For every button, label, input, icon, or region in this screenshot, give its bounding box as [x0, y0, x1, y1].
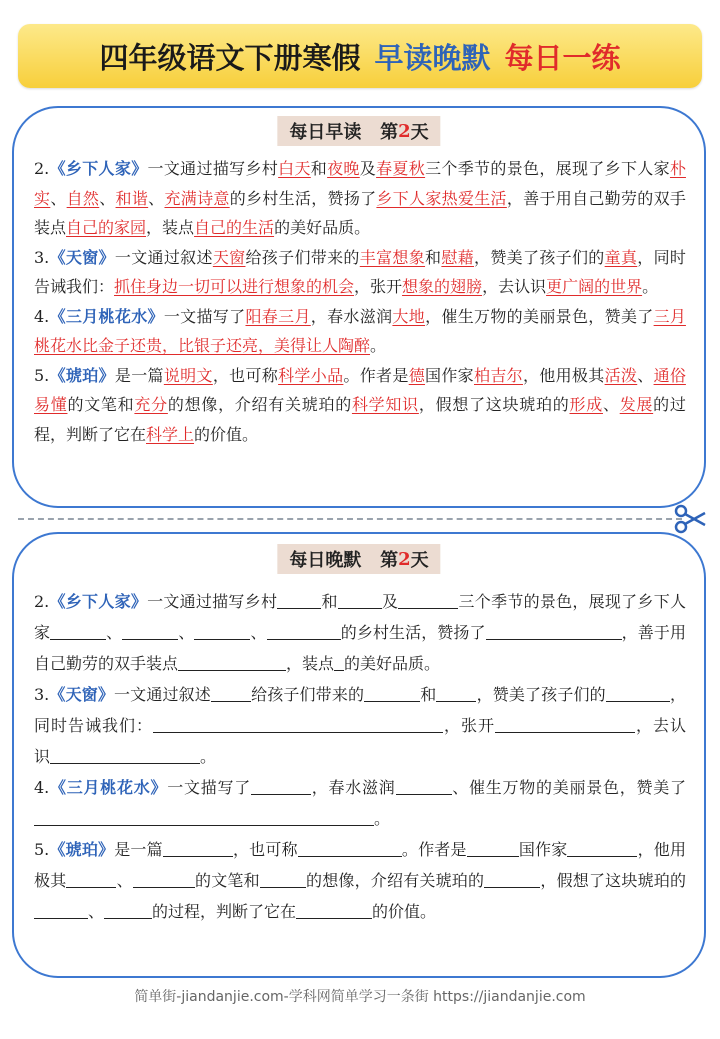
- answer-blank[interactable]: [153, 716, 443, 733]
- answer: 柏吉尔: [474, 365, 523, 385]
- text: ，春水滋润: [310, 306, 393, 326]
- answer: 乡下人家热爱生活: [376, 188, 507, 208]
- item-number: 4.: [34, 778, 50, 797]
- text: ，装点: [146, 218, 195, 237]
- answer: 朴实: [34, 159, 686, 208]
- answer-blank[interactable]: [398, 592, 458, 609]
- text: 、: [250, 623, 267, 642]
- answer: 发展: [619, 395, 654, 414]
- text: 的乡村生活，赞扬了: [340, 623, 486, 642]
- answer-blank[interactable]: [567, 840, 637, 857]
- text: 国作家: [518, 840, 568, 859]
- morning-reading-panel: [12, 106, 706, 508]
- answer: 想象的翅膀: [402, 277, 483, 296]
- book-title: 《三月桃花水》: [49, 778, 168, 797]
- answer: 天窗: [212, 247, 246, 267]
- answer-blank[interactable]: [277, 592, 321, 609]
- text: ，赞美了孩子们的: [476, 685, 606, 704]
- text: 给孩子们带来的: [245, 247, 360, 267]
- text: 一文描写了: [167, 778, 251, 797]
- answer-blank[interactable]: [50, 747, 200, 764]
- answer-blank[interactable]: [260, 871, 306, 888]
- text: 的价值。: [194, 424, 259, 444]
- morning-title-text: 每日早读: [289, 122, 362, 143]
- answer-blank[interactable]: [495, 716, 635, 733]
- evening-item-4: [34, 772, 686, 834]
- text: 一文通过叙述: [114, 247, 213, 267]
- morning-body: [34, 154, 686, 449]
- book-title: 《琥珀》: [49, 365, 115, 385]
- answer: 童真: [604, 247, 638, 267]
- answer-blank[interactable]: [396, 778, 452, 795]
- text: 、: [602, 395, 620, 414]
- text: 三个季节的景色，展现了乡下人家: [34, 592, 686, 642]
- answer: 和谐: [115, 188, 149, 208]
- evening-day-label: 第: [380, 550, 399, 571]
- text: 和: [321, 592, 338, 611]
- answer: 自己的生活: [194, 218, 275, 237]
- scissors-icon: [672, 503, 708, 535]
- text: ，善于用自己勤劳的双手装点: [34, 623, 686, 673]
- text: 。: [370, 336, 387, 355]
- text: ，装点: [286, 654, 335, 673]
- text: 、: [148, 188, 165, 208]
- answer-blank[interactable]: [486, 623, 622, 640]
- text: 和: [420, 685, 437, 704]
- answer-blank[interactable]: [606, 685, 670, 702]
- text: 、催生万物的美丽景色，赞美了: [451, 778, 686, 797]
- text: ，善于用自己勤劳的双手装点: [34, 188, 686, 237]
- answer: 慰藉: [441, 247, 475, 267]
- answer-blank[interactable]: [34, 809, 374, 826]
- text: 的想像，介绍有关琥珀的: [305, 871, 485, 890]
- morning-day-label: 第: [380, 122, 399, 143]
- text: ，催生万物的美丽景色，赞美了: [425, 306, 654, 326]
- text: 的文笔和: [194, 871, 260, 890]
- book-title: 《天窗》: [49, 247, 115, 267]
- answer-blank[interactable]: [338, 592, 382, 609]
- text: 。: [642, 277, 659, 296]
- evening-day-number: 2: [398, 548, 411, 570]
- text: 及: [381, 592, 399, 611]
- text: 、: [88, 902, 105, 921]
- text: 是一篇: [114, 840, 163, 859]
- text: 、: [50, 188, 67, 208]
- answer: 自己的家园: [66, 218, 147, 237]
- text: ，张开: [442, 716, 495, 735]
- text: 的美好品质。: [274, 218, 371, 237]
- book-title: 《三月桃花水》: [49, 306, 164, 326]
- text: 国作家: [425, 365, 474, 385]
- text: 的价值。: [372, 902, 437, 921]
- text: ，假想了这块琥珀的: [418, 395, 570, 414]
- text: 一文通过叙述: [114, 685, 211, 704]
- answer: 阳春三月: [245, 306, 311, 326]
- text: 的过程，判断了它在: [34, 395, 686, 444]
- answer-blank[interactable]: [436, 685, 476, 702]
- text: 一文通过描写乡村: [147, 592, 278, 611]
- text: ，去认识: [482, 277, 547, 296]
- item-number: 3.: [34, 685, 50, 704]
- page-footer: 简单街-jiandanjie.com-学科网简单学习一条街 https://jiandanjie.com: [134, 989, 586, 1005]
- evening-day-suffix: 天: [410, 550, 429, 571]
- text: ，同时告诫我们：: [34, 247, 686, 296]
- text: 三个季节的景色，展现了乡下人家: [425, 159, 670, 178]
- evening-item-2: [34, 586, 686, 679]
- answer: 夜晚: [327, 159, 360, 178]
- answer-blank[interactable]: [298, 840, 402, 857]
- answer-blank[interactable]: [251, 778, 311, 795]
- text: 的文笔和: [67, 395, 135, 414]
- morning-item-5: [34, 361, 686, 450]
- text: 。: [200, 747, 217, 766]
- text: 一文通过描写乡村: [147, 159, 279, 178]
- book-title: 《天窗》: [49, 685, 115, 704]
- answer: 德: [408, 365, 426, 385]
- text: 的想像，介绍有关琥珀的: [167, 395, 352, 414]
- answer: 形成: [569, 395, 603, 414]
- answer-blank[interactable]: [211, 685, 251, 702]
- answer-blank[interactable]: [267, 623, 341, 640]
- answer: 科学小品: [278, 365, 344, 385]
- text: 、: [106, 623, 123, 642]
- answer-blank[interactable]: [296, 902, 372, 919]
- cut-line: [18, 518, 682, 520]
- banner-mode: 早读晚默: [374, 40, 491, 75]
- text: 给孩子们带来的: [250, 685, 365, 704]
- book-title: 《乡下人家》: [49, 592, 148, 611]
- answer: 抓住身边一切可以进行想象的机会: [114, 277, 355, 296]
- text: ，也可称: [232, 840, 298, 859]
- answer-blank[interactable]: [178, 654, 286, 671]
- answer: 三月桃花水比金子还贵，比银子还亮，美得让人陶醉: [34, 306, 686, 355]
- book-title: 《乡下人家》: [49, 159, 148, 178]
- text: ，同时告诫我们：: [34, 685, 686, 735]
- item-number: 2.: [34, 592, 50, 611]
- morning-item-2: [34, 154, 686, 243]
- text: 。作者是: [401, 840, 467, 859]
- answer-blank[interactable]: [50, 623, 106, 640]
- answer-blank[interactable]: [467, 840, 519, 857]
- answer: 充分: [134, 395, 168, 414]
- answer-blank[interactable]: [364, 685, 420, 702]
- morning-item-3: [34, 243, 686, 302]
- text: ，赞美了孩子们的: [474, 247, 605, 267]
- book-title: 《琥珀》: [49, 840, 115, 859]
- morning-day-number: 2: [398, 120, 411, 142]
- text: 和: [310, 159, 328, 178]
- item-number: 5.: [34, 365, 50, 385]
- banner-daily: 每日一练: [504, 40, 621, 75]
- text: 、: [178, 623, 195, 642]
- text: 、: [116, 871, 133, 890]
- text: 的乡村生活，赞扬了: [229, 188, 377, 208]
- answer: 说明文: [163, 365, 213, 385]
- item-number: 5.: [34, 840, 50, 859]
- text: 及: [359, 159, 377, 178]
- page-banner: [18, 24, 702, 88]
- answer: 科学知识: [351, 395, 419, 414]
- answer-blank[interactable]: [122, 623, 178, 640]
- text: 的过程，判断了它在: [152, 902, 297, 921]
- text: 是一篇: [114, 365, 164, 385]
- answer: 自然: [66, 188, 100, 208]
- answer: 春夏秋: [376, 159, 426, 178]
- text: 和: [425, 247, 442, 267]
- item-number: 4.: [34, 306, 50, 326]
- item-number: 3.: [34, 247, 50, 267]
- banner-grade: 四年级语文下册寒假: [99, 40, 361, 75]
- text: ，也可称: [212, 365, 279, 385]
- morning-title: [277, 116, 440, 146]
- text: 一文描写了: [163, 306, 246, 326]
- evening-item-5: [34, 834, 686, 927]
- item-number: 2.: [34, 159, 50, 178]
- answer: 科学上: [146, 424, 195, 444]
- answer-blank[interactable]: [66, 871, 116, 888]
- evening-body: [34, 586, 686, 927]
- text: ，假想了这块琥珀的: [540, 871, 686, 890]
- morning-day-suffix: 天: [410, 122, 429, 143]
- answer-blank[interactable]: [194, 623, 250, 640]
- answer: 充满诗意: [164, 188, 230, 208]
- text: ，他用极其: [522, 365, 605, 385]
- text: 、: [637, 365, 654, 385]
- evening-title-text: 每日晚默: [289, 550, 362, 571]
- answer: 白天: [278, 159, 311, 178]
- evening-item-3: [34, 679, 686, 772]
- answer-blank[interactable]: [34, 902, 88, 919]
- text: 。: [374, 809, 391, 828]
- text: ，去认识: [34, 716, 686, 766]
- text: 的美好品质。: [344, 654, 441, 673]
- answer-blank[interactable]: [334, 654, 344, 671]
- answer-blank[interactable]: [484, 871, 540, 888]
- answer: 通俗易懂: [34, 365, 686, 414]
- text: 、: [99, 188, 116, 208]
- text: ，春水滋润: [311, 778, 396, 797]
- evening-dictation-panel: [12, 532, 706, 978]
- text: ，他用极其: [34, 840, 686, 890]
- answer: 活泼: [604, 365, 638, 385]
- text: 。作者是: [343, 365, 409, 385]
- answer: 丰富想象: [359, 247, 426, 267]
- answer-blank[interactable]: [104, 902, 152, 919]
- answer: 大地: [392, 306, 426, 326]
- answer-blank[interactable]: [133, 871, 195, 888]
- answer: 更广阔的世界: [546, 277, 643, 296]
- text: ，张开: [354, 277, 403, 296]
- answer-blank[interactable]: [163, 840, 233, 857]
- morning-item-4: [34, 302, 686, 361]
- evening-title: [277, 544, 440, 574]
